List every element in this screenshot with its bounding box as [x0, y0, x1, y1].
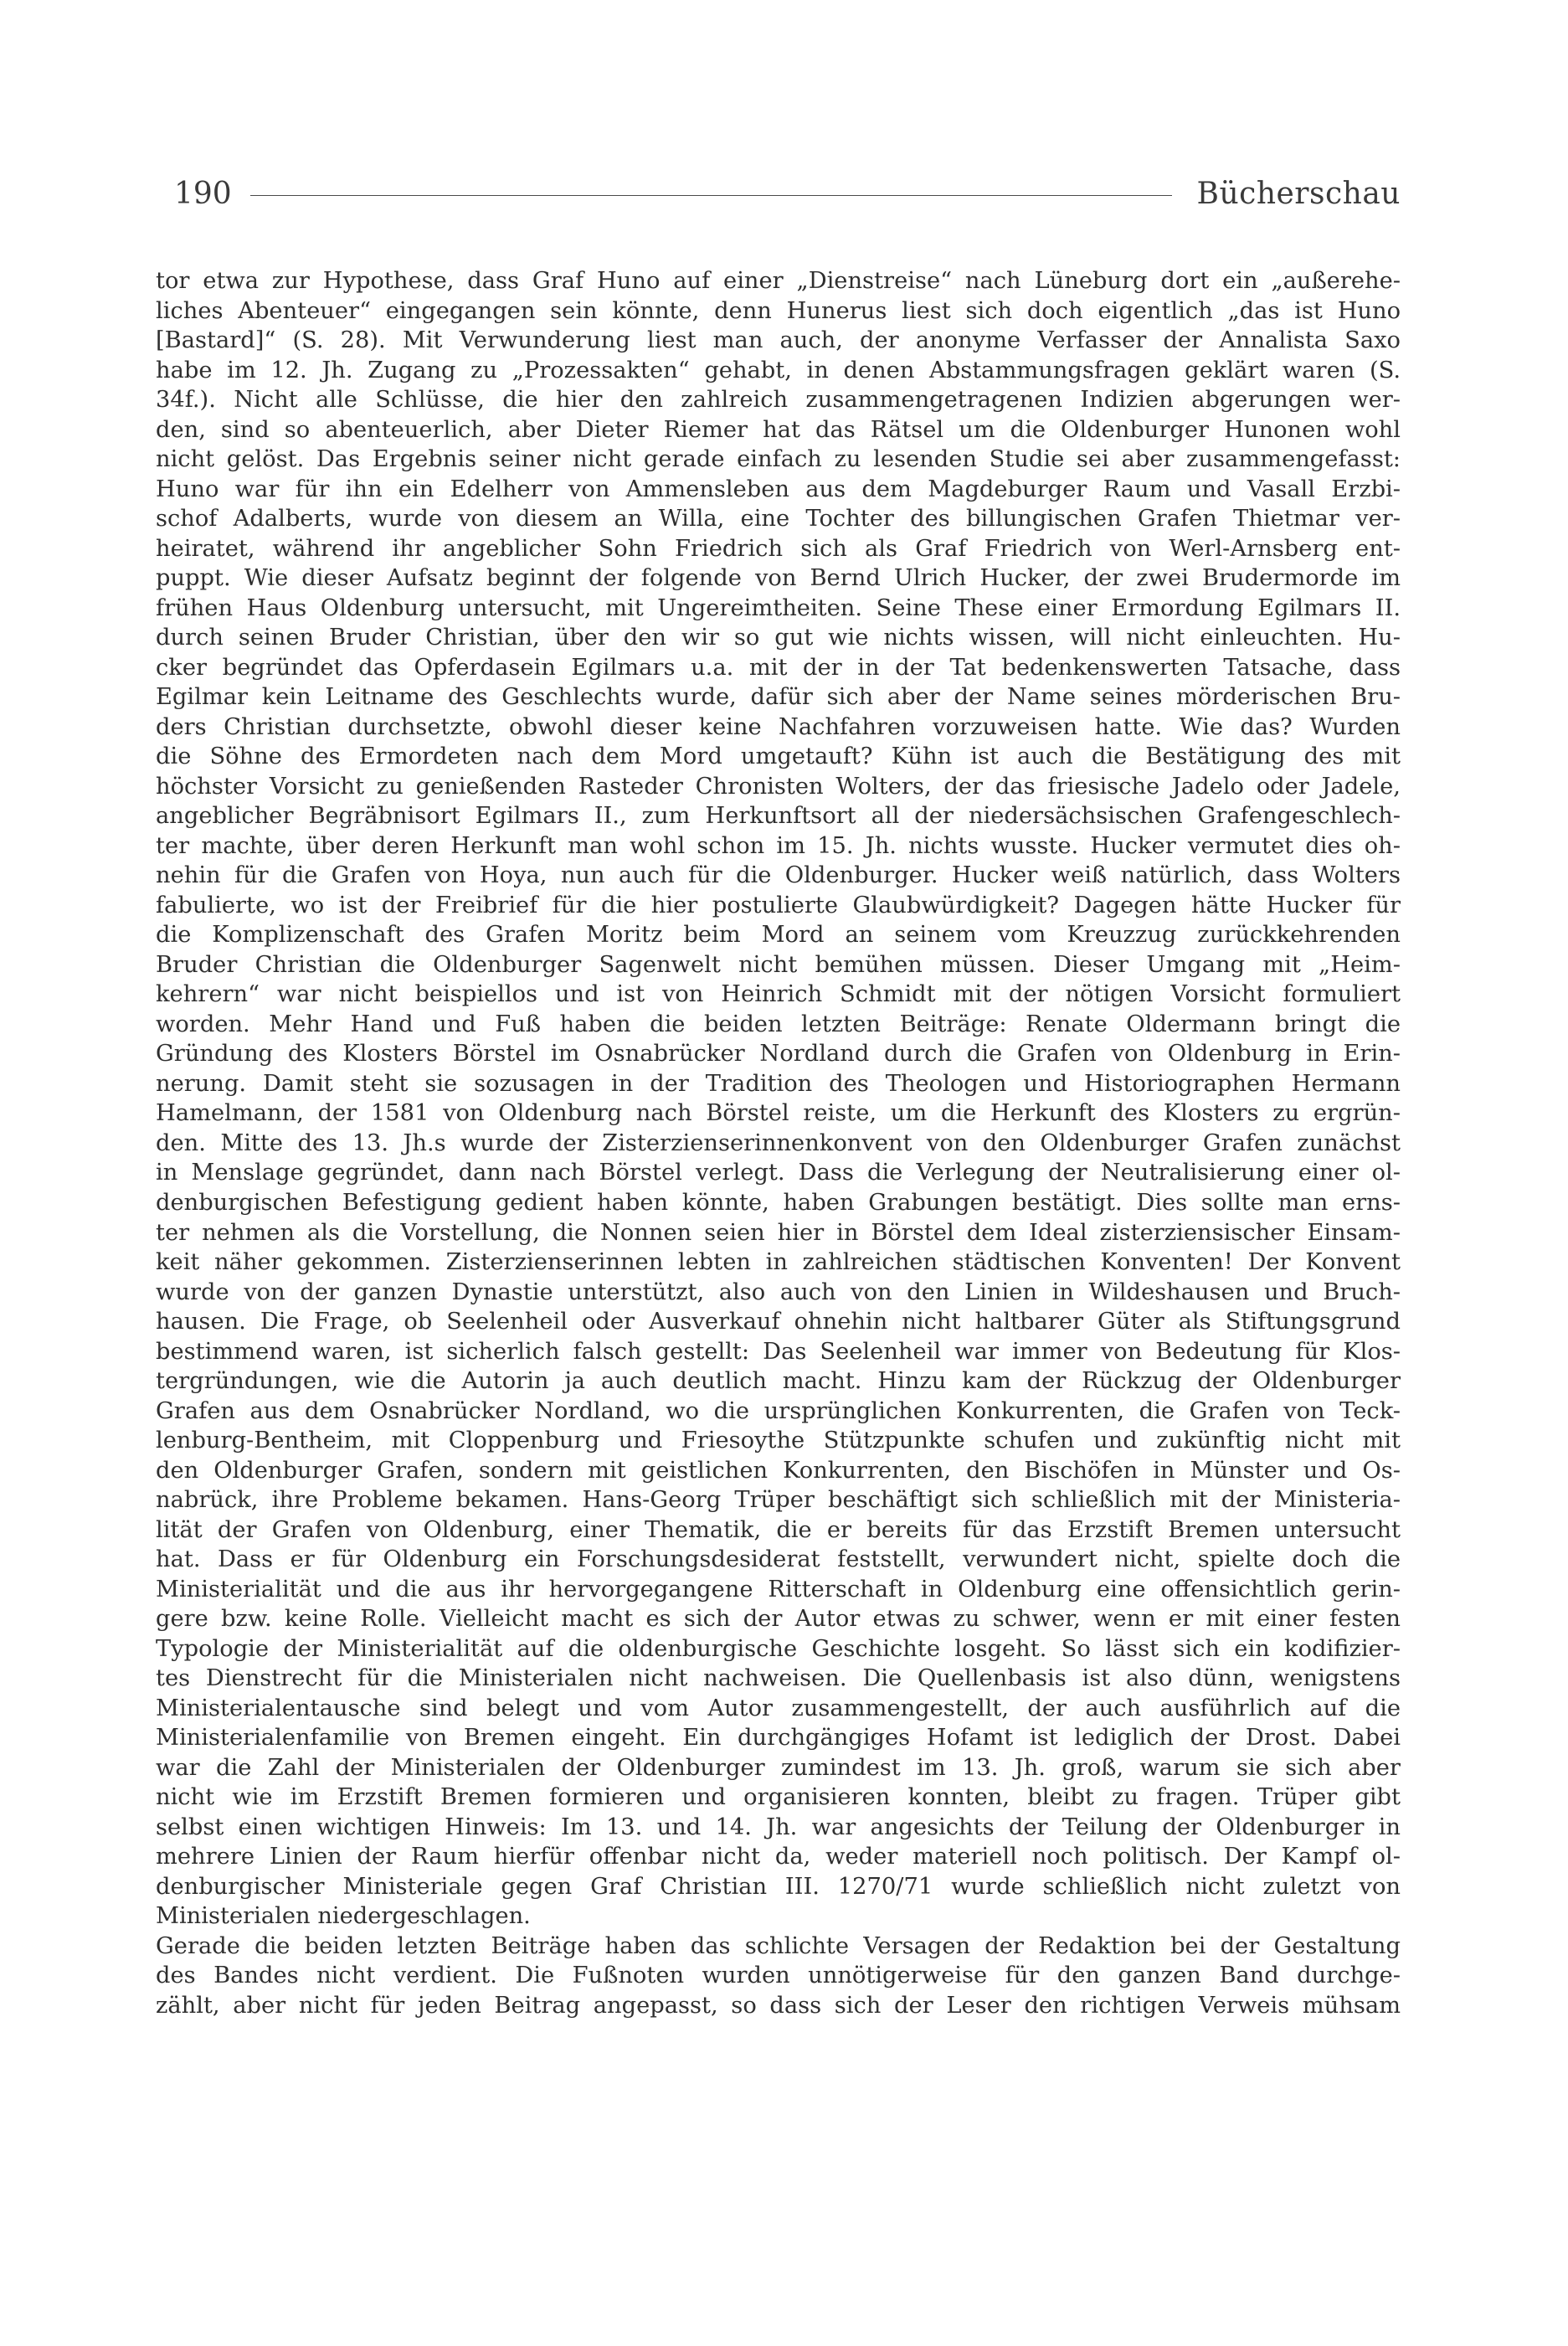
text-line: heiratet, während ihr angeblicher Sohn Friedrich sich als Graf Friedrich von Werl-Arnsberg ent- [156, 535, 1401, 562]
text-line: [Bastard]“ (S. 28). Mit Verwunderung liest man auch, der anonyme Verfasser der Annalista Saxo [156, 327, 1401, 354]
text-line: nerung. Damit steht sie sozusagen in der Tradition des Theologen und Historiographen Hermann [156, 1070, 1401, 1097]
text-line: Ministerialität und die aus ihr hervorgegangene Ritterschaft in Oldenburg eine offensichtlich gerin- [156, 1576, 1401, 1603]
text-line: Gründung des Klosters Börstel im Osnabrücker Nordland durch die Grafen von Oldenburg in Erin- [156, 1041, 1401, 1068]
text-line: worden. Mehr Hand und Fuß haben die beiden letzten Beiträge: Renate Oldermann bringt die [156, 1011, 1401, 1037]
text-line: die Söhne des Ermordeten nach dem Mord umgetauft? Kühn ist auch die Bestätigung des mit [156, 743, 1401, 770]
section-title: Bücherschau [1196, 176, 1401, 211]
text-line: selbst einen wichtigen Hinweis: Im 13. und 14. Jh. war angesichts der Teilung der Oldenburger in [156, 1814, 1401, 1840]
text-line: angeblicher Begräbnisort Egilmars II., zum Herkunftsort all der niedersächsischen Grafengeschlech- [156, 803, 1401, 830]
running-header [174, 172, 1401, 214]
text-line: nabrück, ihre Probleme bekamen. Hans-Georg Trüper beschäftigt sich schließlich mit der Ministeria- [156, 1487, 1401, 1514]
text-line: keit näher gekommen. Zisterzienserinnen lebten in zahlreichen städtischen Konventen! Der Konvent [156, 1249, 1401, 1276]
text-line: kehrern“ war nicht beispiellos und ist von Heinrich Schmidt mit der nötigen Vorsicht formuliert [156, 981, 1401, 1008]
text-line: ders Christian durchsetzte, obwohl dieser keine Nachfahren vorzuweisen hatte. Wie das? Wurden [156, 713, 1401, 740]
text-line: Ministerialentausche sind belegt und vom Autor zusammengestellt, der auch ausführlich auf die [156, 1695, 1401, 1721]
text-line: puppt. Wie dieser Aufsatz beginnt der folgende von Bernd Ulrich Hucker, der zwei Brudermorde im [156, 565, 1401, 592]
header-rule [250, 195, 1172, 196]
text-line: 34f.). Nicht alle Schlüsse, die hier den zahlreich zusammengetragenen Indizien abgerungen wer- [156, 387, 1401, 414]
text-line: Ministerialenfamilie von Bremen eingeht. Ein durchgängiges Hofamt ist lediglich der Drost. Dabei [156, 1725, 1401, 1752]
text-line: ter machte, über deren Herkunft man wohl schon im 15. Jh. nichts wusste. Hucker vermutet dies oh- [156, 832, 1401, 859]
text-line: denburgischer Ministeriale gegen Graf Christian III. 1270/71 wurde schließlich nicht zuletzt von [156, 1873, 1401, 1900]
text-line: durch seinen Bruder Christian, über den wir so gut wie nichts wissen, will nicht einleuchten. Hu- [156, 625, 1401, 651]
text-line: schof Adalberts, wurde von diesem an Willa, eine Tochter des billungischen Grafen Thietmar ver- [156, 506, 1401, 532]
text-line: nehin für die Grafen von Hoya, nun auch für die Oldenburger. Hucker weiß natürlich, dass Wolters [156, 862, 1401, 889]
text-line: nicht wie im Erzstift Bremen formieren und organisieren konnten, bleibt zu fragen. Trüper gibt [156, 1784, 1401, 1811]
text-line: zählt, aber nicht für jeden Beitrag angepasst, so dass sich der Leser den richtigen Verweis mühsam [156, 1992, 1401, 2019]
text-line: bestimmend waren, ist sicherlich falsch gestellt: Das Seelenheil war immer von Bedeutung für Klos- [156, 1338, 1401, 1365]
text-line: Typologie der Ministerialität auf die oldenburgische Geschichte losgeht. So lässt sich ein kodifizier- [156, 1635, 1401, 1662]
text-line: Egilmar kein Leitname des Geschlechts wurde, dafür sich aber der Name seines mörderischen Bru- [156, 684, 1401, 711]
text-line: war die Zahl der Ministerialen der Oldenburger zumindest im 13. Jh. groß, warum sie sich aber [156, 1754, 1401, 1781]
text-line: Bruder Christian die Oldenburger Sagenwelt nicht bemühen müssen. Dieser Umgang mit „Heim- [156, 951, 1401, 978]
text-line: Gerade die beiden letzten Beiträge haben das schlichte Versagen der Redaktion bei der Gestaltung [156, 1932, 1401, 1959]
text-line: wurde von der ganzen Dynastie unterstützt, also auch von den Linien in Wildeshausen und Bruch- [156, 1278, 1401, 1305]
text-line: Huno war für ihn ein Edelherr von Ammensleben aus dem Magdeburger Raum und Vasall Erzbi- [156, 476, 1401, 502]
text-line: nicht gelöst. Das Ergebnis seiner nicht gerade einfach zu lesenden Studie sei aber zusammengefasst: [156, 446, 1401, 473]
text-line: lenburg-Bentheim, mit Cloppenburg und Friesoythe Stützpunkte schufen und zukünftig nicht mit [156, 1428, 1401, 1454]
text-line: Ministerialen niedergeschlagen. [156, 1903, 531, 1930]
text-line: mehrere Linien der Raum hierfür offenbar nicht da, weder materiell noch politisch. Der Kampf ol- [156, 1844, 1401, 1870]
text-line: Grafen aus dem Osnabrücker Nordland, wo die ursprünglichen Konkurrenten, die Grafen von Teck- [156, 1397, 1401, 1424]
text-line: cker begründet das Opferdasein Egilmars u.a. mit der in der Tat bedenkenswerten Tatsache, dass [156, 654, 1401, 681]
text-line: habe im 12. Jh. Zugang zu „Prozessakten“ gehabt, in denen Abstammungsfragen geklärt waren (S. [156, 357, 1401, 383]
text-line: in Menslage gegründet, dann nach Börstel verlegt. Dass die Verlegung der Neutralisierung einer ol- [156, 1160, 1401, 1186]
text-line: hausen. Die Frage, ob Seelenheil oder Ausverkauf ohnehin nicht haltbarer Güter als Stiftungsgrund [156, 1309, 1401, 1335]
text-line: fabulierte, wo ist der Freibrief für die hier postulierte Glaubwürdigkeit? Dagegen hätte Hucker für [156, 892, 1401, 918]
text-line: des Bandes nicht verdient. Die Fußnoten wurden unnötigerweise für den ganzen Band durchge- [156, 1963, 1401, 1989]
text-line: gere bzw. keine Rolle. Vielleicht macht es sich der Autor etwas zu schwer, wenn er mit einer festen [156, 1606, 1401, 1633]
text-line: den. Mitte des 13. Jh.s wurde der Zisterzienserinnenkonvent von den Oldenburger Grafen zunächst [156, 1129, 1401, 1156]
text-line: frühen Haus Oldenburg untersucht, mit Ungereimtheiten. Seine These einer Ermordung Egilmars II. [156, 594, 1401, 621]
text-line: höchster Vorsicht zu genießenden Rasteder Chronisten Wolters, der das friesische Jadelo oder Jadele, [156, 773, 1401, 800]
text-line: den Oldenburger Grafen, sondern mit geistlichen Konkurrenten, den Bischöfen in Münster und Os- [156, 1457, 1401, 1484]
text-line: Hamelmann, der 1581 von Oldenburg nach Börstel reiste, um die Herkunft des Klosters zu ergrün- [156, 1100, 1401, 1127]
text-line: den, sind so abenteuerlich, aber Dieter Riemer hat das Rätsel um die Oldenburger Hunonen wohl [156, 416, 1401, 443]
text-line: tergründungen, wie die Autorin ja auch deutlich macht. Hinzu kam der Rückzug der Oldenburger [156, 1368, 1401, 1395]
text-line: denburgischen Befestigung gedient haben könnte, haben Grabungen bestätigt. Dies sollte man erns- [156, 1189, 1401, 1216]
text-line: tor etwa zur Hypothese, dass Graf Huno auf einer „Dienstreise“ nach Lüneburg dort ein „außerehe- [156, 268, 1401, 294]
text-line: hat. Dass er für Oldenburg ein Forschungsdesiderat feststellt, verwundert nicht, spielte doch die [156, 1546, 1401, 1573]
text-line: die Komplizenschaft des Grafen Moritz beim Mord an seinem vom Kreuzzug zurückkehrenden [156, 922, 1401, 949]
text-line: lität der Grafen von Oldenburg, einer Thematik, die er bereits für das Erzstift Bremen untersucht [156, 1516, 1401, 1543]
page-number: 190 [174, 176, 232, 211]
text-line: liches Abenteuer“ eingegangen sein könnte, denn Hunerus liest sich doch eigentlich „das ist Huno [156, 297, 1401, 324]
review-text-body [156, 266, 1401, 2020]
text-line: tes Dienstrecht für die Ministerialen nicht nachweisen. Die Quellenbasis ist also dünn, wenigstens [156, 1665, 1401, 1692]
text-line: ter nehmen als die Vorstellung, die Nonnen seien hier in Börstel dem Ideal zisterziensischer Einsam- [156, 1219, 1401, 1246]
